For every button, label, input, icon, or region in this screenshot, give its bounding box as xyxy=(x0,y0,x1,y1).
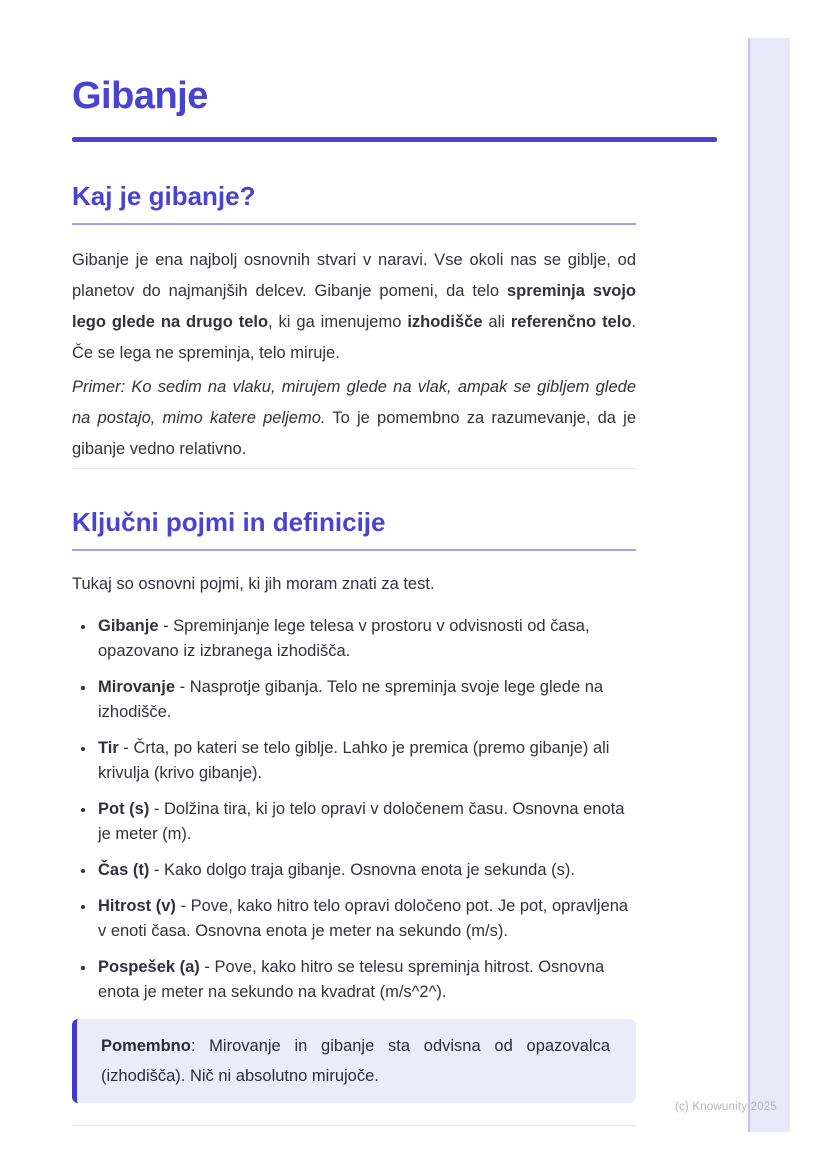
what-is-paragraph xyxy=(72,245,636,369)
term-definition: - Črta, po kateri se telo giblje. Lahko je premica (premo gibanje) ali krivulja (krivo gibanje). xyxy=(98,739,610,782)
section-divider xyxy=(72,468,636,469)
term-definition: - Dolžina tira, ki jo telo opravi v določenem času. Osnovna enota je meter (m). xyxy=(98,800,625,843)
list-item xyxy=(96,675,636,725)
text-segment-bold: referenčno telo xyxy=(510,313,632,331)
bottom-divider xyxy=(72,1125,636,1126)
term-label: Tir xyxy=(98,739,119,757)
list-item xyxy=(96,955,636,1005)
callout-label: Pomembno xyxy=(101,1037,191,1055)
callout-text xyxy=(101,1031,610,1091)
text-segment-italic: Primer: Ko sedim na vlaku, mirujem glede na vlak, ampak se gibljem glede na postajo, mimo katere peljemo. xyxy=(72,378,636,427)
example-paragraph xyxy=(72,372,636,465)
copyright-footer: (c) Knowunity 2025 xyxy=(674,1101,777,1113)
section-heading-what-is: Kaj je gibanje? xyxy=(72,182,636,225)
text-segment-bold: spreminja svojo lego glede na drugo telo xyxy=(72,282,636,331)
list-item xyxy=(96,858,636,883)
text-segment: . Če se lega ne spreminja, telo miruje. xyxy=(72,313,636,362)
document-content xyxy=(72,0,636,1126)
list-item xyxy=(96,736,636,786)
key-terms-intro: Tukaj so osnovni pojmi, ki jih moram znati za test. xyxy=(72,575,435,593)
terms-list xyxy=(72,614,636,1005)
title-rule xyxy=(72,137,717,142)
list-item xyxy=(96,614,636,664)
term-definition: - Kako dolgo traja gibanje. Osnovna enota je sekunda (s). xyxy=(149,861,575,879)
section-heading-key-terms: Ključni pojmi in definicije xyxy=(72,508,636,551)
term-definition: - Nasprotje gibanja. Telo ne spreminja svoje lege glede na izhodišče. xyxy=(98,678,604,721)
page-edge-stripe xyxy=(748,38,790,1132)
term-label: Čas (t) xyxy=(98,861,150,879)
term-definition: - Pove, kako hitro se telesu spreminja hitrost. Osnovna enota je meter na sekundo na kvadrat (m/s^2^). xyxy=(98,958,605,1001)
text-segment: To je pomembno za razumevanje, da je gibanje vedno relativno. xyxy=(72,409,636,458)
important-callout xyxy=(72,1019,636,1103)
page-title: Gibanje xyxy=(72,75,208,117)
term-definition: - Pove, kako hitro telo opravi določeno pot. Je pot, opravljena v enoti časa. Osnovna enota je meter na sekundo (m/s). xyxy=(98,897,629,940)
text-segment: Gibanje je ena najbolj osnovnih stvari v naravi. Vse okoli nas se giblje, od planetov do najmanjših delcev. Gibanje pomeni, da telo xyxy=(72,251,636,300)
term-label: Pospešek (a) xyxy=(98,958,200,976)
list-item xyxy=(96,797,636,847)
text-segment-bold: izhodišče xyxy=(407,313,483,331)
term-definition: - Spreminjanje lege telesa v prostoru v odvisnosti od časa, opazovano iz izbranega izhodišča. xyxy=(98,617,590,660)
term-label: Gibanje xyxy=(98,617,159,635)
text-segment: : Mirovanje in gibanje sta odvisna od opazovalca (izhodišča). Nič ni absolutno mirujoče. xyxy=(101,1037,610,1085)
term-label: Mirovanje xyxy=(98,678,176,696)
term-label: Hitrost (v) xyxy=(98,897,176,915)
text-segment: , ki ga imenujemo xyxy=(268,313,408,331)
list-item xyxy=(96,894,636,944)
text-segment: ali xyxy=(482,313,511,331)
term-label: Pot (s) xyxy=(98,800,150,818)
